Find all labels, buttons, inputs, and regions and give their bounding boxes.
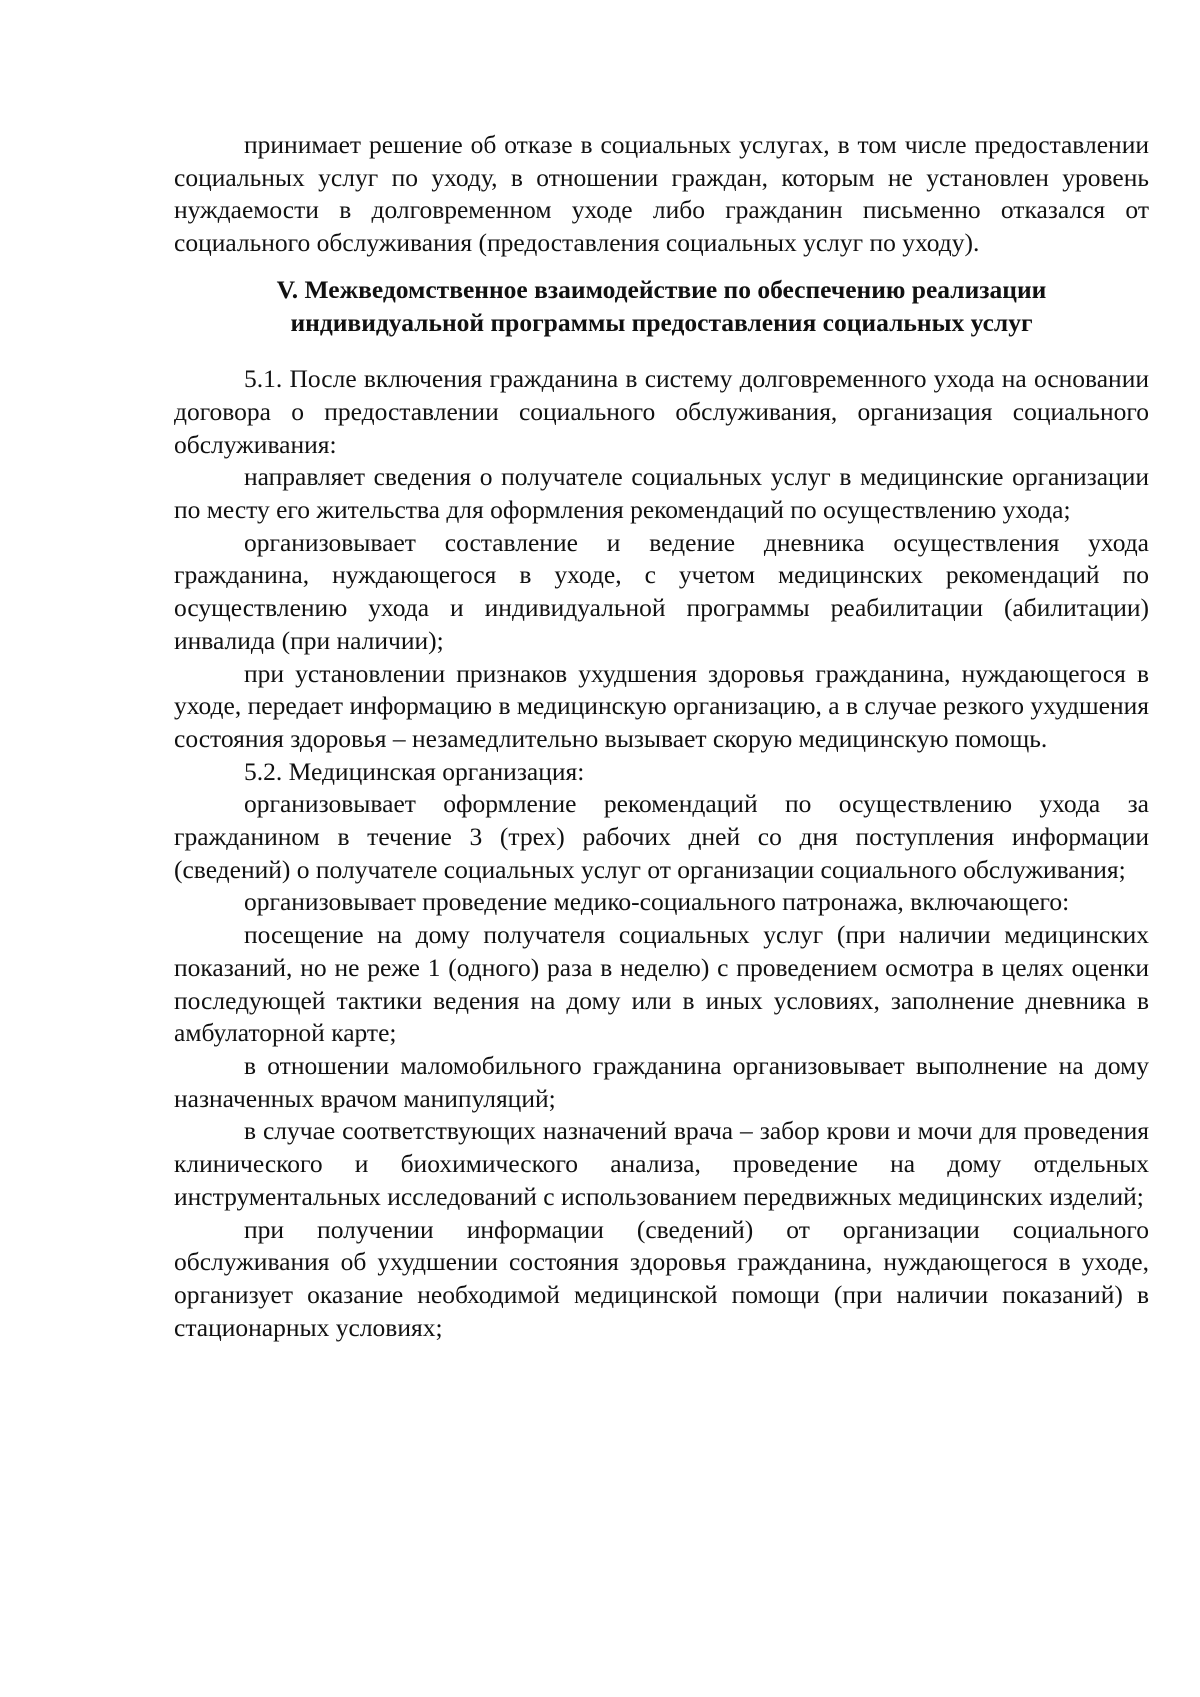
document-body (174, 129, 1149, 1344)
list-item: в отношении маломобильного гражданина организовывает выполнение на дому назначенных врачом манипуляций; (174, 1050, 1149, 1113)
list-item: организовывает составление и ведение дневника осуществления ухода гражданина, нуждающегося в уходе, с учетом медицинских рекомендаций по осуществлению ухода и индивидуальной программы реабилитации (абилитации) инвалида (при наличии); (174, 527, 1149, 655)
section-heading: V. Межведомственное взаимодействие по обеспечению реализации индивидуальной программы предоставления социальных услуг (276, 274, 1047, 337)
list-item: направляет сведения о получателе социальных услуг в медицинские организации по месту его жительства для оформления рекомендаций по осуществлению ухода; (174, 462, 1149, 525)
list-item: организовывает оформление рекомендаций по осуществлению ухода за гражданином в течение 3 (трех) рабочих дней со дня поступления информации (сведений) о получателе социальных услуг от организации социального обслуживания; (174, 789, 1149, 884)
intro-paragraph: принимает решение об отказе в социальных услугах, в том числе предоставлении социальных услуг по уходу, в отношении граждан, которым не установлен уровень нуждаемости в долговременном уходе либо гражданин письменно отказался от социального обслуживания (предоставления социальных услуг по уходу). (174, 130, 1149, 258)
list-item: организовывает проведение медико-социального патронажа, включающего: (244, 887, 1070, 917)
list-item: посещение на дому получателя социальных услуг (при наличии медицинских показаний, но не реже 1 (одного) раза в неделю) с проведением осмотра в целях оценки последующей тактики ведения на дому или в иных условиях, заполнение дневника в амбулаторной карте; (174, 920, 1149, 1048)
paragraph-5-2: 5.2. Медицинская организация: (244, 756, 585, 786)
list-item: в случае соответствующих назначений врача – забор крови и мочи для проведения клинического и биохимического анализа, проведение на дому отдельных инструментальных исследований с использованием передвижных медицинских изделий; (174, 1116, 1149, 1211)
paragraph-5-1: 5.1. После включения гражданина в систему долговременного ухода на основании договора о предоставлении социального обслуживания, организация социального обслуживания: (174, 364, 1149, 459)
list-item: при получении информации (сведений) от организации социального обслуживания об ухудшении состояния здоровья гражданина, нуждающегося в уходе, организует оказание необходимой медицинской помощи (при наличии показаний) в стационарных условиях; (174, 1214, 1149, 1342)
list-item: при установлении признаков ухудшения здоровья гражданина, нуждающегося в уходе, передает информацию в медицинскую организацию, а в случае резкого ухудшения состояния здоровья – незамедлительно вызывает скорую медицинскую помощь. (174, 658, 1149, 753)
